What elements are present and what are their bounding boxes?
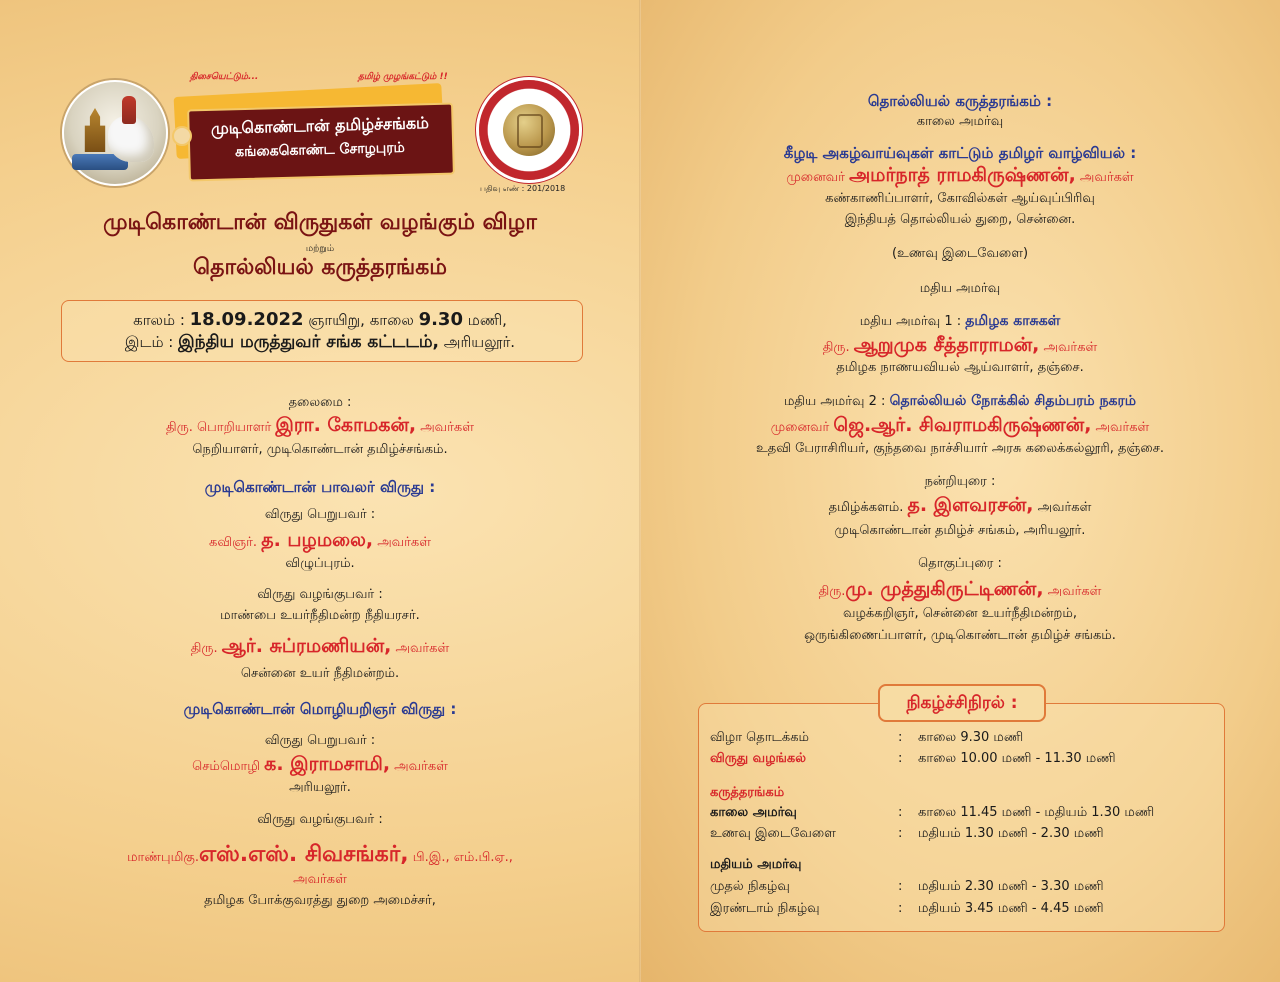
award1-recipient-place: விழுப்புரம்.: [285, 556, 355, 571]
award2-recipient-place: அரியலூர்.: [289, 780, 351, 795]
compere-role1: வழக்கறிஞர், சென்னை உயர்நீதிமன்றம்,: [843, 606, 1077, 621]
award2-giver-label: விருது வழங்குபவர் :: [257, 812, 383, 827]
talk1-speaker: முனைவர் அமர்நாத் ராமகிருஷ்ணன், அவர்கள்: [786, 164, 1134, 186]
banner-line2: கங்கைகொண்ட சோழபுரம்: [234, 139, 405, 161]
banner-hook-icon: [172, 126, 192, 146]
talk2-heading: மதிய அமர்வு 1 : தமிழக காசுகள்: [859, 313, 1061, 329]
award2-recipient: செம்மொழி க. இராமசாமி, அவர்கள்: [192, 753, 448, 775]
sangam-seal-logo: [479, 80, 579, 180]
schedule-colon: :: [898, 730, 903, 745]
schedule-colon: :: [898, 901, 903, 916]
schedule-row-label: முதல் நிகழ்வு: [710, 879, 790, 894]
schedule-row-time: மதியம் 2.30 மணி - 3.30 மணி: [918, 879, 1104, 894]
schedule-colon: :: [898, 751, 903, 766]
schedule-row-time: காலை 11.45 மணி - மதியம் 1.30 மணி: [918, 805, 1155, 820]
schedule-colon: :: [898, 879, 903, 894]
afternoon-session: மதிய அமர்வு: [919, 281, 1001, 296]
award2-giver-avargal: அவர்கள்: [293, 872, 347, 887]
award2-recipient-label: விருது பெறுபவர் :: [264, 733, 376, 748]
award2-giver: மாண்புமிகு.எஸ்.எஸ். சிவசங்கர், பி.இ., எம்.பி.ஏ.,: [127, 842, 513, 867]
award2-giver-role: தமிழக போக்குவரத்து துறை அமைச்சர்,: [204, 893, 436, 908]
presiding-label: தலைமை :: [288, 395, 352, 410]
presiding-role: நெறியாளர், முடிகொண்டான் தமிழ்ச்சங்கம்.: [192, 442, 448, 457]
compere-speaker: திரு.மு. முத்துகிருட்டிணன், அவர்கள்: [818, 578, 1102, 600]
award1-recipient: கவிஞர். த. பழமலை, அவர்கள்: [209, 529, 431, 551]
event-time: காலம் : 18.09.2022 ஞாயிறு, காலை 9.30 மணி,: [133, 309, 507, 330]
award1-title: முடிகொண்டான் பாவலர் விருது :: [204, 478, 436, 496]
schedule-row-time: காலை 9.30 மணி: [918, 730, 1024, 745]
award1-giver-place: சென்னை உயர் நீதிமன்றம்.: [240, 666, 400, 681]
thanks-speaker: தமிழ்க்களம். த. இளவரசன், அவர்கள்: [828, 494, 1092, 516]
talk2-role: தமிழக நாணயவியல் ஆய்வாளர், தஞ்சை.: [836, 360, 1084, 375]
registration-number: பதிவு எண் : 201/2018: [480, 184, 566, 193]
schedule-row-label: உணவு இடைவேளை: [710, 826, 836, 841]
award1-recipient-label: விருது பெறுபவர் :: [264, 507, 376, 522]
talk3-role: உதவி பேராசிரியர், குந்தவை நாச்சியார் அரசு கலைக்கல்லூரி, தஞ்சை.: [755, 441, 1165, 456]
seminar-title: தொல்லியல் கருத்தரங்கம் :: [867, 92, 1053, 110]
schedule-colon: :: [898, 805, 903, 820]
schedule-title: நிகழ்ச்சிநிரல் :: [878, 684, 1046, 722]
award2-title: முடிகொண்டான் மொழியறிஞர் விருது :: [183, 700, 457, 718]
tagline-right: தமிழ் முழங்கட்டும் !!: [358, 72, 448, 82]
schedule-row-time: மதியம் 1.30 மணி - 2.30 மணி: [918, 826, 1104, 841]
schedule-section-label: மதியம் அமர்வு: [710, 857, 802, 872]
award1-giver-role: மாண்பை உயர்நீதிமன்ற நீதியரசர்.: [220, 608, 420, 623]
talk1-role2: இந்தியத் தொல்லியல் துறை, சென்னை.: [844, 212, 1076, 227]
banner-line1: முடிகொண்டான் தமிழ்ச்சங்கம்: [210, 113, 430, 138]
thanks-label: நன்றியுரை :: [924, 474, 996, 489]
talk1-title: கீழடி அகழ்வாய்வுகள் காட்டும் தமிழர் வாழ்வியல் :: [783, 144, 1137, 162]
schedule-row-label: இரண்டாம் நிகழ்வு: [710, 901, 820, 916]
compere-role2: ஒருங்கிணைப்பாளர், முடிகொண்டான் தமிழ்ச் சங்கம்.: [804, 628, 1116, 643]
thanks-role: முடிகொண்டான் தமிழ்ச் சங்கம், அரியலூர்.: [834, 523, 1086, 538]
presiding-line: திரு. பொறியாளர் இரா. கோமகன், அவர்கள்: [166, 414, 474, 436]
talk2-speaker: திரு. ஆறுமுக சீத்தாராமன், அவர்கள்: [822, 334, 1098, 356]
schedule-row-time: மதியம் 3.45 மணி - 4.45 மணி: [918, 901, 1104, 916]
schedule-section-label: கருத்தரங்கம்: [710, 785, 785, 800]
award1-giver: திரு. ஆர். சுப்ரமணியன், அவர்கள்: [190, 635, 450, 657]
talk1-role1: கண்காணிப்பாளர், கோவில்கள் ஆய்வுப்பிரிவு: [825, 191, 1095, 206]
event-venue: இடம் : இந்திய மருத்துவர் சங்க கட்டடம், அரியலூர்.: [124, 332, 516, 352]
lunch-break: (உணவு இடைவேளை): [891, 246, 1029, 261]
award1-giver-label: விருது வழங்குபவர் :: [257, 587, 383, 602]
compere-label: தொகுப்புரை :: [918, 556, 1002, 571]
schedule-row-label: காலை அமர்வு: [710, 805, 797, 820]
page-fold: [639, 0, 641, 982]
morning-session: காலை அமர்வு: [916, 114, 1004, 129]
talk3-heading: மதிய அமர்வு 2 : தொல்லியல் நோக்கில் சிதம்பரம் நகரம்: [783, 393, 1137, 409]
event-title: முடிகொண்டான் விருதுகள் வழங்கும் விழா: [103, 210, 537, 235]
talk3-speaker: முனைவர் ஜெ.ஆர். சிவராமகிருஷ்ணன், அவர்கள்: [770, 414, 1150, 436]
schedule-row-time: காலை 10.00 மணி - 11.30 மணி: [918, 751, 1116, 766]
tagline-left: திசையெட்டும்...: [190, 72, 259, 82]
king-medallion-logo: [62, 80, 168, 186]
schedule-row-label: விழா தொடக்கம்: [710, 730, 809, 745]
title-and: மற்றும்: [305, 244, 335, 254]
schedule-colon: :: [898, 826, 903, 841]
event-subtitle: தொல்லியல் கருத்தரங்கம்: [193, 255, 447, 280]
schedule-row-label: விருது வழங்கல்: [710, 751, 807, 766]
